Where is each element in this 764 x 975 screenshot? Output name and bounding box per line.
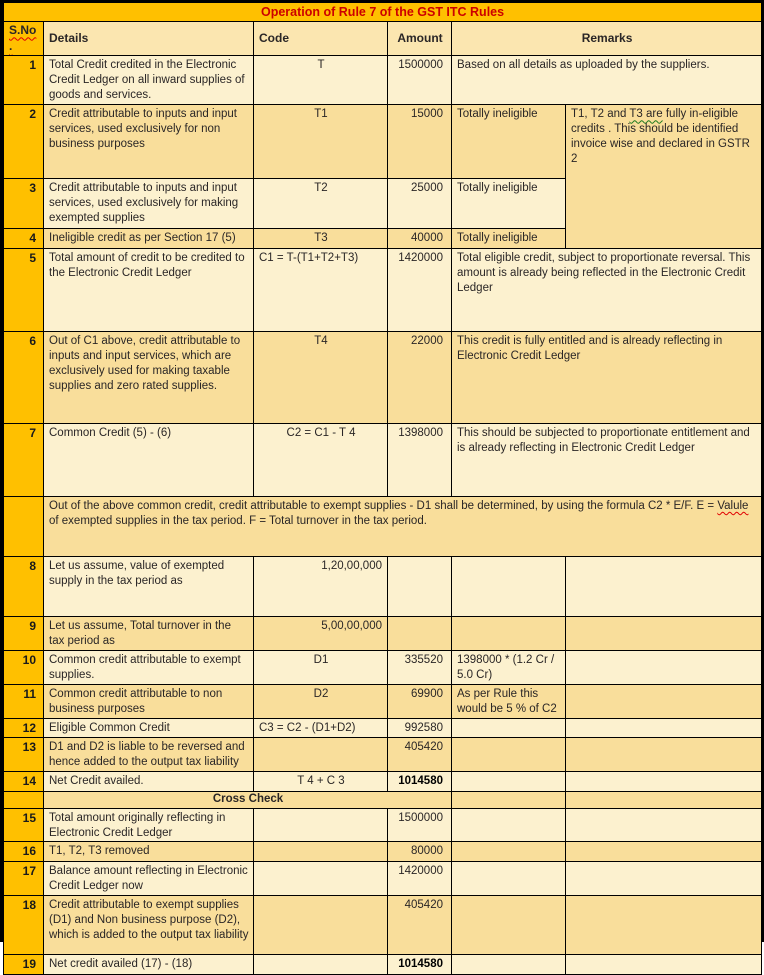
row8-remark2-empty	[566, 556, 762, 616]
row4-code: T3	[254, 229, 388, 249]
row8-details: Let us assume, value of exempted supply in the tax period as	[44, 556, 254, 616]
row14-remark-empty	[452, 772, 566, 792]
table-row	[4, 954, 762, 974]
row18-details: Credit attributable to exempt supplies (D1) and Non business purpose (D2), which is added to the output tax liability	[44, 895, 254, 954]
gst-rule7-table	[3, 2, 762, 975]
table-row	[4, 616, 762, 650]
row16-details: T1, T2, T3 removed	[44, 842, 254, 862]
col-header-sno-label: S.No.	[9, 23, 37, 53]
row9-amount-empty	[388, 616, 452, 650]
row19-amount: 1014580	[388, 954, 452, 974]
merged-remark-flagged: T3 are	[629, 108, 663, 121]
table-row	[4, 718, 762, 738]
row14-sno: 14	[4, 772, 44, 792]
row12-code: C3 = C2 - (D1+D2)	[254, 718, 388, 738]
row15-amount: 1500000	[388, 808, 452, 842]
row17-remark2-empty	[566, 862, 762, 896]
row10-remark: 1398000 * (1.2 Cr / 5.0 Cr)	[452, 650, 566, 684]
row10-sno: 10	[4, 650, 44, 684]
table-row	[4, 105, 762, 179]
row8-amount-empty	[388, 556, 452, 616]
row2-code: T1	[254, 105, 388, 179]
row2-details: Credit attributable to inputs and input services, used exclusively for non business purposes	[44, 105, 254, 179]
table-row	[4, 331, 762, 423]
row5-remark: Total eligible credit, subject to proportionate reversal. This amount is already being reflected in the Electronic Credit Ledger	[452, 248, 762, 331]
row11-remark2-empty	[566, 684, 762, 718]
row3-code: T2	[254, 179, 388, 229]
row4-remark: Totally ineligible	[452, 229, 566, 249]
row15-sno: 15	[4, 808, 44, 842]
row7-details: Common Credit (5) - (6)	[44, 423, 254, 496]
table-row	[4, 895, 762, 954]
col-header-code: Code	[254, 22, 388, 56]
row1-sno: 1	[4, 56, 44, 105]
row16-remark2-empty	[566, 842, 762, 862]
crosscheck-remark2-empty	[566, 791, 762, 808]
col-header-details: Details	[44, 22, 254, 56]
row19-remark-empty	[452, 954, 566, 974]
table-row	[4, 684, 762, 718]
row14-amount: 1014580	[388, 772, 452, 792]
row5-amount: 1420000	[388, 248, 452, 331]
crosscheck-section-title: Cross Check	[44, 791, 452, 808]
row11-remark: As per Rule this would be 5 % of C2	[452, 684, 566, 718]
row3-amount: 25000	[388, 179, 452, 229]
col-header-remarks: Remarks	[452, 22, 762, 56]
crosscheck-sno-spacer	[4, 791, 44, 808]
row10-amount: 335520	[388, 650, 452, 684]
row7-remark: This should be subjected to proportionate entitlement and is already reflecting in Electronic Credit Ledger	[452, 423, 762, 496]
row8-remark-empty	[452, 556, 566, 616]
note-row-sno-spacer	[4, 496, 44, 556]
table-row	[4, 791, 762, 808]
row18-code-empty	[254, 895, 388, 954]
row1-details: Total Credit credited in the Electronic Credit Ledger on all inward supplies of goods and services.	[44, 56, 254, 105]
row18-sno: 18	[4, 895, 44, 954]
row12-remark-empty	[452, 718, 566, 738]
row13-remark-empty	[452, 738, 566, 772]
row3-details: Credit attributable to inputs and input services, used exclusively for making exempted supplies	[44, 179, 254, 229]
formula-note-flagged: Valule	[717, 499, 749, 512]
row1-amount: 1500000	[388, 56, 452, 105]
merged-remark-lead: T1, T2 and	[571, 108, 630, 121]
row12-sno: 12	[4, 718, 44, 738]
row17-code-empty	[254, 862, 388, 896]
row13-amount: 405420	[388, 738, 452, 772]
row15-details: Total amount originally reflecting in Electronic Credit Ledger	[44, 808, 254, 842]
row9-value: 5,00,00,000	[254, 616, 388, 650]
row18-amount: 405420	[388, 895, 452, 954]
table-row	[4, 738, 762, 772]
row13-code-empty	[254, 738, 388, 772]
row19-details: Net credit availed (17) - (18)	[44, 954, 254, 974]
row7-sno: 7	[4, 423, 44, 496]
row12-details: Eligible Common Credit	[44, 718, 254, 738]
row18-remark-empty	[452, 895, 566, 954]
row6-code: T4	[254, 331, 388, 423]
row9-details: Let us assume, Total turnover in the tax period as	[44, 616, 254, 650]
row2-amount: 15000	[388, 105, 452, 179]
table-row	[4, 808, 762, 842]
row1-remark: Based on all details as uploaded by the suppliers.	[452, 56, 762, 105]
row19-code-empty	[254, 954, 388, 974]
row16-sno: 16	[4, 842, 44, 862]
row14-code: T 4 + C 3	[254, 772, 388, 792]
row10-code: D1	[254, 650, 388, 684]
row5-code: C1 = T-(T1+T2+T3)	[254, 248, 388, 331]
row10-details: Common credit attributable to exempt supplies.	[44, 650, 254, 684]
row17-remark-empty	[452, 862, 566, 896]
row1-code: T	[254, 56, 388, 105]
row15-code-empty	[254, 808, 388, 842]
row4-details: Ineligible credit as per Section 17 (5)	[44, 229, 254, 249]
row3-remark: Totally ineligible	[452, 179, 566, 229]
page-title: Operation of Rule 7 of the GST ITC Rules	[4, 3, 762, 22]
row6-remark: This credit is fully entitled and is already reflecting in Electronic Credit Ledger	[452, 331, 762, 423]
table-row	[4, 496, 762, 556]
row18-remark2-empty	[566, 895, 762, 954]
row11-details: Common credit attributable to non business purposes	[44, 684, 254, 718]
row14-remark2-empty	[566, 772, 762, 792]
rows2-4-merged-remark	[566, 105, 762, 249]
table-row	[4, 772, 762, 792]
row3-sno: 3	[4, 179, 44, 229]
row8-value: 1,20,00,000	[254, 556, 388, 616]
row2-sno: 2	[4, 105, 44, 179]
row11-sno: 11	[4, 684, 44, 718]
row13-sno: 13	[4, 738, 44, 772]
row13-remark2-empty	[566, 738, 762, 772]
row12-remark2-empty	[566, 718, 762, 738]
row11-amount: 69900	[388, 684, 452, 718]
table-row	[4, 650, 762, 684]
formula-note	[44, 496, 762, 556]
formula-note-rest: of exempted supplies in the tax period. F = Total turnover in the tax period.	[49, 514, 427, 527]
row19-sno: 19	[4, 954, 44, 974]
row9-remark2-empty	[566, 616, 762, 650]
row13-details: D1 and D2 is liable to be reversed and hence added to the output tax liability	[44, 738, 254, 772]
row15-remark-empty	[452, 808, 566, 842]
row6-sno: 6	[4, 331, 44, 423]
row16-code-empty	[254, 842, 388, 862]
row6-details: Out of C1 above, credit attributable to inputs and input services, which are exclusively used for making taxable supplies and zero rated supplies.	[44, 331, 254, 423]
row5-sno: 5	[4, 248, 44, 331]
row5-details: Total amount of credit to be credited to the Electronic Credit Ledger	[44, 248, 254, 331]
row9-remark-empty	[452, 616, 566, 650]
row10-remark2-empty	[566, 650, 762, 684]
col-header-sno	[4, 22, 44, 56]
table-row	[4, 842, 762, 862]
merged-remark-rest: fully in-eligible credits . This should be identified invoice wise and declared in GSTR 2	[571, 108, 750, 166]
row17-sno: 17	[4, 862, 44, 896]
row12-amount: 992580	[388, 718, 452, 738]
crosscheck-remark-empty	[452, 791, 566, 808]
formula-note-lead: Out of the above common credit, credit attributable to exempt supplies - D1 shall be determined, by using the formula C2 * E/F. E =	[49, 499, 718, 512]
row2-remark: Totally ineligible	[452, 105, 566, 179]
row7-code: C2 = C1 - T 4	[254, 423, 388, 496]
row7-amount: 1398000	[388, 423, 452, 496]
row14-details: Net Credit availed.	[44, 772, 254, 792]
row16-remark-empty	[452, 842, 566, 862]
row11-code: D2	[254, 684, 388, 718]
table-row	[4, 248, 762, 331]
row9-sno: 9	[4, 616, 44, 650]
row19-remark2-empty	[566, 954, 762, 974]
col-header-amount: Amount	[388, 22, 452, 56]
row16-amount: 80000	[388, 842, 452, 862]
row17-amount: 1420000	[388, 862, 452, 896]
row4-amount: 40000	[388, 229, 452, 249]
row8-sno: 8	[4, 556, 44, 616]
table-row	[4, 56, 762, 105]
row6-amount: 22000	[388, 331, 452, 423]
row4-sno: 4	[4, 229, 44, 249]
table-row	[4, 556, 762, 616]
row15-remark2-empty	[566, 808, 762, 842]
table-row	[4, 423, 762, 496]
row17-details: Balance amount reflecting in Electronic Credit Ledger now	[44, 862, 254, 896]
table-row	[4, 862, 762, 896]
